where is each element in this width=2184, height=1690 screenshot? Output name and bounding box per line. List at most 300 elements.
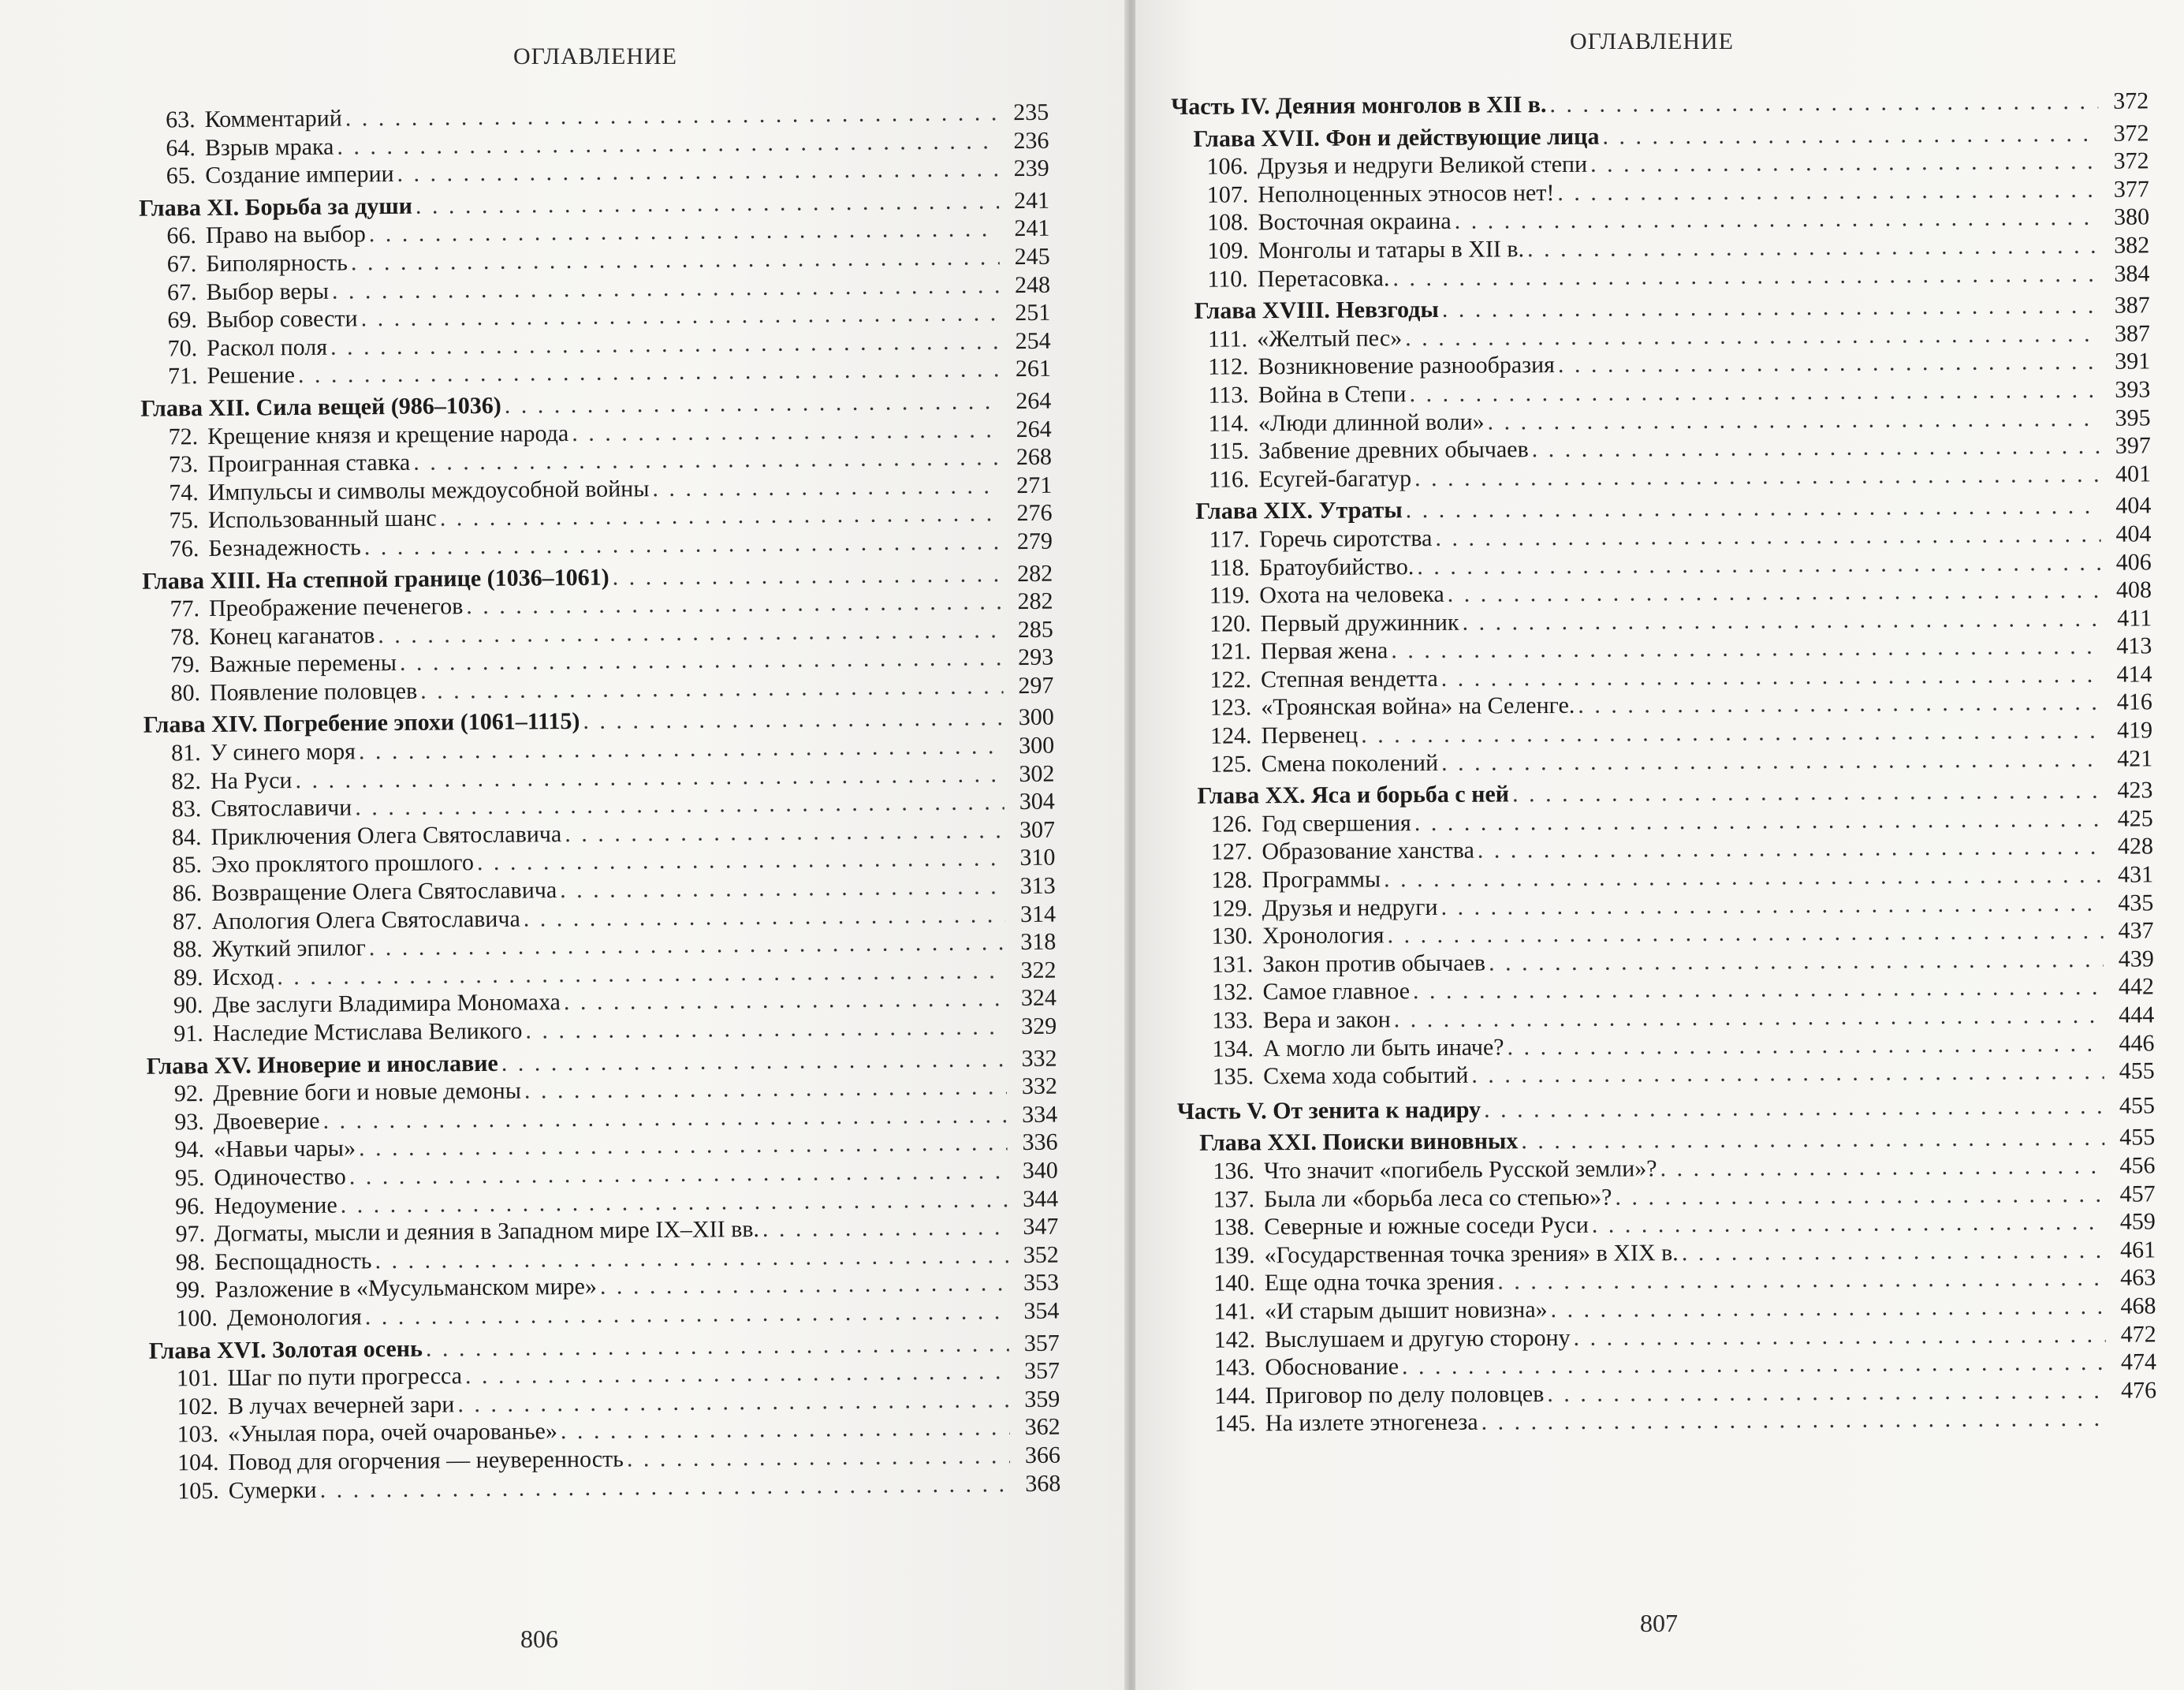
entry-number: 119.: [1209, 582, 1250, 609]
dot-leader: [1417, 548, 2101, 580]
entry-number: 141.: [1213, 1298, 1256, 1325]
entry-number: 65.: [166, 162, 196, 189]
dot-leader: [1578, 688, 2102, 720]
entry-number: 106.: [1206, 153, 1249, 180]
entry-number: 74.: [169, 479, 199, 506]
entry-number: 103.: [177, 1421, 219, 1448]
entry-title: Глава XVI. Золотая осень: [148, 1335, 423, 1364]
entry-number: 84.: [171, 823, 202, 851]
entry-page-number: 329: [1021, 1013, 1057, 1040]
entry-page-number: 347: [1023, 1213, 1059, 1240]
entry-number: 113.: [1208, 382, 1249, 409]
entry-page-number: 268: [1016, 443, 1053, 471]
entry-page-number: 344: [1022, 1185, 1059, 1212]
entry-title: Приговор по делу половцев: [1265, 1380, 1545, 1409]
entry-page-number: 332: [1021, 1045, 1057, 1072]
dot-leader: [397, 155, 998, 188]
dot-leader: [1455, 203, 2100, 236]
entry-title: Горечь сиротства: [1258, 524, 1433, 553]
entry-number: 116.: [1208, 466, 1250, 493]
entry-title: Друзья и недруги: [1262, 893, 1438, 921]
entry-title: Закон против обычаев: [1262, 949, 1486, 978]
dot-leader: [365, 1297, 1009, 1331]
entry-title: Проигранная ставка: [207, 449, 411, 478]
entry-title: «Государственная точка зрения» в XIX в.: [1264, 1239, 1679, 1269]
toc-part-heading: [1177, 1091, 2155, 1125]
entry-page-number: 357: [1023, 1330, 1060, 1356]
entry-title: Забвение древних обычаев: [1258, 436, 1529, 464]
dot-leader: [298, 356, 1001, 390]
entry-number: 97.: [175, 1221, 206, 1248]
entry-number: 117.: [1209, 526, 1250, 553]
toc-entry: [1173, 460, 2151, 494]
entry-number: 125.: [1210, 751, 1252, 778]
entry-title: Наследие Мстислава Великого: [212, 1017, 523, 1046]
entry-page-number: 382: [2114, 232, 2150, 259]
entry-page-number: 446: [2119, 1029, 2155, 1057]
entry-page-number: 264: [1016, 416, 1052, 442]
entry-number: 92.: [173, 1080, 204, 1107]
entry-title: На Руси: [210, 767, 293, 794]
entry-page-number: 264: [1016, 387, 1052, 415]
entry-number: 80.: [170, 679, 201, 707]
entry-page-number: 404: [2115, 492, 2152, 520]
entry-number: 145.: [1214, 1410, 1256, 1438]
entry-title: Святославичи: [211, 794, 352, 823]
entry-number: 96.: [175, 1192, 205, 1219]
entry-page-number: 300: [1018, 732, 1055, 759]
dot-leader: [1487, 404, 2100, 435]
entry-page-number: 313: [1019, 872, 1056, 900]
entry-title: Перетасовка.: [1257, 264, 1390, 292]
toc-entry: [1175, 744, 2152, 778]
dot-leader: [1361, 717, 2102, 749]
toc-part-heading: [1171, 87, 2149, 121]
entry-title: Разложение в «Мусульманском мире»: [214, 1274, 598, 1304]
entry-number: 140.: [1213, 1270, 1255, 1297]
entry-title: Комментарий: [204, 105, 342, 133]
entry-number: 128.: [1211, 867, 1253, 893]
entry-page-number: 384: [2114, 259, 2150, 287]
entry-title: Выбор совести: [206, 305, 358, 334]
dot-leader: [524, 1073, 1007, 1105]
entry-title: А могло ли быть иначе?: [1262, 1034, 1504, 1061]
entry-title: Использованный шанс: [207, 505, 437, 534]
entry-title: Право на выбор: [205, 221, 366, 249]
dot-leader: [1405, 320, 2100, 353]
toc-entry: [1172, 259, 2149, 293]
dot-leader: [1392, 259, 2099, 292]
entry-title: Что значит «погибель Русской земли»?: [1263, 1155, 1657, 1184]
dot-leader: [1414, 805, 2103, 838]
dot-leader: [1414, 461, 2100, 493]
dot-leader: [501, 1045, 1007, 1077]
entry-number: 89.: [173, 964, 203, 991]
entry-page-number: 377: [2113, 176, 2149, 203]
entry-title: Двоеверие: [213, 1107, 320, 1135]
entry-title: Степная вендетта: [1260, 665, 1438, 693]
entry-page-number: 380: [2113, 203, 2150, 231]
entry-page-number: 442: [2118, 973, 2155, 1001]
entry-page-number: 304: [1019, 788, 1055, 815]
entry-title: Появление половцев: [209, 677, 418, 706]
entry-page-number: 476: [2121, 1377, 2157, 1404]
entry-number: 67.: [166, 251, 197, 278]
entry-page-number: 391: [2115, 348, 2151, 375]
entry-page-number: 414: [2116, 661, 2152, 688]
entry-title: Биполярность: [206, 249, 348, 278]
entry-page-number: 395: [2115, 404, 2151, 431]
dot-leader: [613, 560, 1003, 591]
entry-page-number: 456: [2119, 1152, 2156, 1179]
entry-page-number: 411: [2117, 605, 2152, 632]
entry-number: 114.: [1208, 409, 1250, 437]
entry-page-number: 282: [1017, 588, 1053, 615]
entry-number: 70.: [167, 334, 198, 362]
entry-page-number: 435: [2118, 890, 2154, 916]
entry-page-number: 354: [1023, 1297, 1060, 1324]
dot-leader: [1406, 492, 2101, 524]
entry-page-number: 241: [1014, 215, 1050, 242]
dot-leader: [1590, 147, 2099, 179]
entry-page-number: 271: [1016, 472, 1053, 498]
dot-leader: [420, 672, 1004, 705]
entry-number: 95.: [174, 1165, 205, 1192]
entry-title: Решение: [207, 362, 296, 390]
entry-title: Апология Олега Святославича: [211, 905, 520, 935]
entry-title: Охота на человека: [1259, 580, 1444, 609]
dot-leader: [1512, 777, 2103, 808]
entry-number: 77.: [170, 595, 200, 622]
entry-number: 66.: [166, 222, 197, 249]
dot-leader: [565, 816, 1004, 848]
entry-page-number: 279: [1016, 528, 1053, 554]
entry-number: 81.: [171, 740, 201, 767]
dot-leader: [1660, 1152, 2104, 1183]
entry-page-number: 472: [2120, 1320, 2156, 1348]
entry-title: В лучах вечерней зари: [227, 1391, 455, 1420]
entry-page-number: 457: [2119, 1180, 2156, 1207]
entry-page-number: 353: [1023, 1269, 1060, 1296]
entry-page-number: 359: [1024, 1386, 1060, 1412]
entry-page-number: 455: [2119, 1058, 2155, 1084]
entry-page-number: 251: [1015, 299, 1051, 326]
page-number: 807: [1640, 1609, 1678, 1637]
entry-page-number: 357: [1023, 1357, 1060, 1385]
entry-number: 83.: [171, 796, 202, 823]
entry-page-number: 455: [2119, 1092, 2156, 1119]
entry-title: Конец каганатов: [209, 621, 375, 650]
entry-number: 104.: [177, 1449, 219, 1476]
dot-leader: [457, 1386, 1009, 1419]
entry-page-number: 404: [2115, 520, 2152, 547]
page-number: 806: [520, 1625, 558, 1653]
entry-title: Возникновение разнообразия: [1258, 352, 1555, 380]
entry-page-number: 352: [1023, 1241, 1059, 1268]
dot-leader: [477, 845, 1005, 877]
dot-leader: [364, 528, 1002, 561]
entry-title: Восточная окраина: [1258, 208, 1452, 236]
dot-leader: [1550, 1293, 2105, 1324]
entry-title: Схема хода событий: [1263, 1061, 1469, 1090]
entry-number: 69.: [167, 307, 198, 334]
entry-title: Монголы и татары в XII в.: [1258, 236, 1525, 264]
entry-page-number: 461: [2119, 1237, 2156, 1263]
entry-title: «И старым дышит новизна»: [1264, 1296, 1548, 1325]
table-of-contents: [118, 99, 1060, 1505]
entry-title: Эхо проклятого прошлого: [211, 849, 475, 879]
dot-leader: [1507, 1029, 2104, 1061]
entry-number: 100.: [176, 1304, 218, 1332]
entry-title: «Унылая пора, очей очарованье»: [228, 1418, 558, 1448]
entry-title: Создание империи: [205, 161, 394, 189]
entry-page-number: 474: [2120, 1349, 2157, 1375]
dot-leader: [1442, 292, 2100, 324]
entry-number: 107.: [1206, 181, 1249, 208]
entry-title: «Желтый пес»: [1257, 324, 1403, 353]
entry-title: Северные и южные соседи Руси: [1264, 1211, 1589, 1240]
entry-title: Глава XX. Яса и борьба с ней: [1197, 781, 1510, 810]
entry-page-number: 362: [1024, 1413, 1060, 1441]
dot-leader: [465, 1357, 1009, 1390]
entry-number: 101.: [176, 1365, 218, 1392]
entry-title: Исход: [212, 964, 274, 990]
entry-page-number: 236: [1013, 127, 1049, 154]
dot-leader: [1592, 1208, 2105, 1240]
entry-title: Преображение печенегов: [208, 593, 464, 622]
entry-number: 131.: [1211, 951, 1254, 978]
dot-leader: [1484, 1092, 2104, 1124]
entry-page-number: 307: [1019, 816, 1056, 843]
entry-number: 90.: [173, 992, 203, 1019]
table-of-contents: [1171, 80, 2156, 1438]
entry-number: 122.: [1209, 666, 1252, 693]
dot-leader: [1489, 946, 2104, 977]
entry-title: Демонология: [226, 1304, 362, 1331]
entry-title: Есугей-багатур: [1258, 464, 1412, 493]
entry-title: Сумерки: [228, 1476, 317, 1504]
entry-number: 111.: [1207, 326, 1248, 353]
entry-page-number: 455: [2119, 1124, 2156, 1151]
entry-title: Глава XIII. На степной границе (1036–1061): [142, 564, 609, 595]
dot-leader: [572, 416, 1001, 447]
entry-title: Одиночество: [214, 1163, 346, 1191]
dot-leader: [627, 1442, 1010, 1473]
dot-leader: [560, 872, 1005, 905]
entry-number: 88.: [173, 936, 203, 963]
dot-leader: [1521, 1124, 2104, 1155]
toc-entry: [1177, 1058, 2155, 1091]
entry-title: Образование ханства: [1262, 838, 1474, 865]
entry-page-number: 340: [1022, 1157, 1058, 1184]
entry-title: Безнадежность: [208, 534, 361, 561]
running-header: ОГЛАВЛЕНИЕ: [513, 43, 677, 69]
entry-title: Первенец: [1261, 722, 1358, 749]
entry-number: 134.: [1212, 1035, 1254, 1062]
entry-title: На излете этногенеза: [1265, 1408, 1478, 1437]
entry-page-number: 261: [1015, 356, 1052, 382]
entry-number: 132.: [1211, 979, 1254, 1006]
entry-page-number: 421: [2117, 745, 2153, 772]
dot-leader: [524, 901, 1005, 933]
entry-title: Крещение князя и крещение народа: [207, 420, 569, 450]
dot-leader: [1384, 861, 2103, 893]
entry-title: Первый дружинник: [1260, 609, 1459, 637]
dot-leader: [1573, 1320, 2105, 1352]
entry-page-number: 322: [1020, 957, 1057, 983]
entry-number: 63.: [166, 106, 196, 133]
dot-leader: [1441, 661, 2102, 693]
dot-leader: [1387, 917, 2103, 949]
entry-number: 144.: [1214, 1382, 1256, 1409]
entry-title: Две заслуги Владимира Мономаха: [212, 989, 561, 1019]
entry-page-number: 387: [2114, 320, 2151, 347]
entry-number: 79.: [170, 651, 200, 678]
entry-title: Смена поколений: [1261, 749, 1439, 777]
dot-leader: [1557, 176, 2099, 207]
entry-number: 75.: [169, 507, 199, 534]
entry-page-number: 397: [2115, 432, 2151, 459]
entry-page-number: 293: [1017, 644, 1054, 671]
entry-page-number: 459: [2119, 1208, 2156, 1235]
entry-number: 105.: [177, 1477, 219, 1504]
entry-title: «Люди длинной воли»: [1258, 409, 1485, 436]
entry-title: Догматы, мысли и деяния в Западном мире IX–XII вв.: [214, 1216, 760, 1248]
entry-number: 73.: [168, 451, 199, 478]
dot-leader: [1413, 973, 2104, 1005]
entry-title: Жуткий эпилог: [211, 935, 366, 963]
entry-number: 112.: [1208, 353, 1249, 381]
entry-number: 94.: [174, 1136, 205, 1163]
entry-title: Импульсы и символы междоусобной войны: [207, 475, 650, 506]
dot-leader: [1402, 1349, 2106, 1381]
entry-title: Раскол поля: [207, 334, 328, 361]
entry-page-number: 416: [2116, 688, 2152, 716]
entry-page-number: 300: [1018, 704, 1054, 731]
entry-number: 87.: [172, 908, 203, 935]
dot-leader: [1478, 833, 2103, 864]
dot-leader: [1448, 576, 2101, 609]
entry-number: 139.: [1213, 1242, 1255, 1269]
entry-page-number: 245: [1014, 243, 1050, 270]
entry-number: 93.: [174, 1108, 204, 1136]
entry-number: 133.: [1212, 1007, 1254, 1034]
dot-leader: [505, 387, 1001, 420]
entry-number: 120.: [1209, 610, 1251, 637]
dot-leader: [1558, 348, 2100, 379]
entry-title: Приключения Олега Святославича: [211, 820, 562, 850]
entry-title: Хронология: [1262, 922, 1385, 949]
entry-page-number: 336: [1022, 1129, 1058, 1156]
toc-entry: [1179, 1405, 2156, 1438]
dot-leader: [1532, 432, 2100, 464]
entry-page-number: 428: [2117, 833, 2154, 860]
dot-leader: [1527, 232, 2099, 263]
entry-title: Глава XIV. Погребение эпохи (1061–1115): [143, 708, 580, 739]
entry-title: Древние боги и новые демоны: [213, 1077, 522, 1107]
entry-number: 143.: [1213, 1354, 1256, 1381]
entry-page-number: 401: [2115, 461, 2152, 487]
entry-number: 109.: [1207, 237, 1249, 264]
entry-title: Первая жена: [1260, 637, 1388, 665]
entry-title: Глава XII. Сила вещей (986–1036): [140, 392, 501, 422]
entry-number: 91.: [173, 1020, 203, 1047]
entry-title: Обоснование: [1265, 1353, 1399, 1381]
entry-page-number: 276: [1016, 499, 1053, 527]
entry-page-number: 406: [2115, 548, 2152, 576]
dot-leader: [525, 1013, 1006, 1045]
entry-page-number: 444: [2119, 1002, 2155, 1028]
dot-leader: [1615, 1180, 2104, 1211]
entry-page-number: 419: [2116, 717, 2153, 744]
dot-leader: [466, 588, 1003, 621]
entry-page-number: 282: [1017, 560, 1053, 587]
entry-title: Глава XI. Борьба за души: [138, 192, 413, 222]
entry-title: Братоубийство.: [1259, 553, 1414, 580]
entry-page-number: 439: [2118, 946, 2154, 972]
right-page: [1135, 0, 2184, 1690]
dot-leader: [1435, 520, 2100, 553]
entry-page-number: 425: [2117, 805, 2153, 832]
dot-leader: [583, 704, 1004, 736]
entry-title: Глава XVII. Фон и действующие лица: [1193, 123, 1600, 152]
entry-page-number: 431: [2118, 861, 2154, 888]
dot-leader: [1497, 1264, 2105, 1296]
entry-number: 108.: [1206, 209, 1249, 237]
entry-number: 71.: [167, 363, 198, 390]
entry-number: 118.: [1209, 554, 1250, 581]
dot-leader: [1441, 744, 2102, 777]
dot-leader: [561, 1414, 1010, 1446]
entry-page-number: 318: [1020, 928, 1057, 956]
entry-title: Часть IV. Деяния монголов в XII в.: [1171, 91, 1547, 120]
entry-number: 142.: [1213, 1326, 1256, 1353]
entry-title: «Троянская война» на Селенге.: [1261, 692, 1575, 721]
entry-title: Глава XV. Иноверие и инославие: [146, 1050, 498, 1080]
entry-title: Взрыв мрака: [204, 133, 334, 161]
entry-title: Важные перемены: [209, 650, 397, 678]
dot-leader: [1481, 1405, 2107, 1436]
entry-page-number: 235: [1012, 99, 1049, 126]
entry-title: Война в Степи: [1258, 381, 1407, 409]
dot-leader: [652, 472, 1001, 502]
entry-number: 86.: [172, 880, 203, 907]
dot-leader: [1409, 376, 2100, 409]
entry-number: 121.: [1209, 638, 1251, 665]
entry-title: Выбор веры: [206, 278, 330, 305]
entry-number: 67.: [166, 278, 197, 306]
dot-leader: [1682, 1237, 2105, 1267]
entry-number: 138.: [1213, 1214, 1255, 1240]
entry-title: Повод для огорчения — неуверенность: [228, 1446, 624, 1475]
entry-number: 135.: [1212, 1063, 1254, 1090]
entry-page-number: 413: [2116, 632, 2152, 659]
entry-page-number: 387: [2114, 292, 2150, 319]
entry-title: Выслушаем и другую сторону: [1265, 1324, 1571, 1352]
entry-page-number: 334: [1022, 1101, 1058, 1128]
entry-number: 85.: [172, 852, 203, 879]
entry-page-number: 372: [2113, 120, 2149, 147]
entry-number: 102.: [177, 1393, 219, 1420]
entry-page-number: 437: [2118, 917, 2154, 944]
entry-title: Глава XVIII. Невзгоды: [1194, 297, 1439, 324]
entry-number: 78.: [170, 623, 200, 651]
dot-leader: [319, 1470, 1010, 1504]
entry-number: 98.: [175, 1248, 206, 1276]
entry-page-number: 468: [2120, 1293, 2156, 1319]
entry-number: 126.: [1210, 811, 1253, 838]
entry-page-number: 241: [1013, 187, 1050, 214]
